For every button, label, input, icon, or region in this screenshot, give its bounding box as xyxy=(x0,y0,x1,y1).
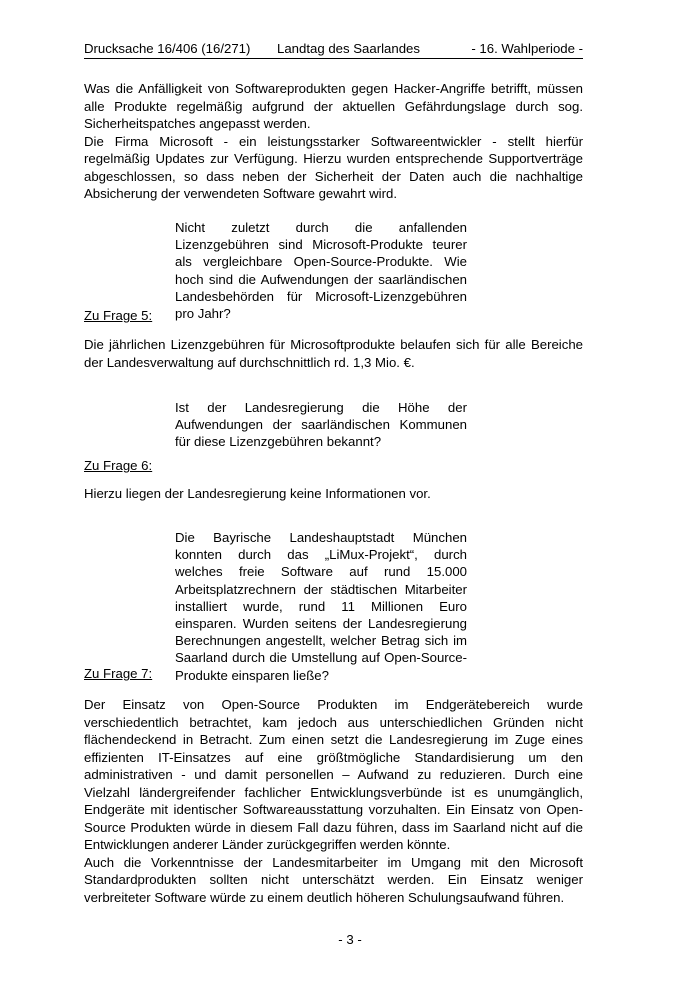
question-7: Die Bayrische Landeshauptstadt München konnten durch das „LiMux-Projekt“, durch welches freie Software auf rund 15.000 Arbeitsplatzrechnern der städtischen Mitarbeiter installiert wurde, rund 11 Millionen Euro einsparen. Wurden seitens der Landesregierung Berechnungen angestellt, welcher Betrag sich im Saarland durch die Umstellung auf Open-Source-Produkte einsparen ließe? xyxy=(175,530,467,683)
answer-7-paragraph: Auch die Vorkenntnisse der Landesmitarbeiter im Umgang mit den Microsoft Standardprodukten sollten nicht unterschätzt werden. Ein Einsatz weniger verbreiteter Software würde zu einem deutlich höheren Schulungsaufwand führen. xyxy=(84,854,583,905)
intro-paragraph: Was die Anfälligkeit von Softwareprodukten gegen Hacker-Angriffe betrifft, müssen alle Produkte regelmäßig aufgrund der aktuellen Gefährdungslage durch sog. Sicherheitspatches angepasst werden. xyxy=(84,81,583,131)
page-header xyxy=(84,36,583,59)
answer-6 xyxy=(84,485,583,503)
heading-answer-6: Zu Frage 6: xyxy=(84,458,153,473)
answer-6-text: Hierzu liegen der Landesregierung keine Informationen vor. xyxy=(84,486,431,501)
intro-paragraph: Die Firma Microsoft - ein leistungsstarker Softwareentwickler - stellt hierfür regelmäßig Updates zur Verfügung. Hierzu wurden entsprechende Supportverträge abgeschlossen, so dass neben der Sicherheit der Daten auch die nachhaltige Absicherung der verwendeten Software gewahrt wird. xyxy=(84,133,583,201)
heading-answer-5: Zu Frage 5: xyxy=(84,308,153,323)
answer-5-text: Die jährlichen Lizenzgebühren für Microsoftprodukte belaufen sich für alle Bereiche der Landesverwaltung auf durchschnittlich rd. 1,3 Mio. €. xyxy=(84,337,583,370)
header-parliament: Landtag des Saarlandes xyxy=(277,41,420,56)
intro-section xyxy=(84,80,583,203)
header-document-number: Drucksache 16/406 (16/271) xyxy=(84,41,251,56)
answer-7-paragraph: Der Einsatz von Open-Source Produkten im Endgerätebereich wurde verschiedentlich betrachtet, kam jedoch aus unterschiedlichen Gründen nicht flächendeckend in Betracht. Zum einen setzt die Landesregierung im Zuge eines effizienten IT-Einsatzes auf eine größtmögliche Standardisierung um den administrativen - und damit personellen – Aufwand zu reduzieren. Durch eine Vielzahl ländergreifender fachlicher Entwicklungsverbünde ist es unumgänglich, Endgeräte mit identischer Softwareausstattung vorzuhalten. Ein Einsatz von Open-Source Produkten würde in diesem Fall dazu führen, dass im Saarland nicht auf die Entwicklungen anderer Länder zurückgegriffen werden könnte. xyxy=(84,697,583,852)
answer-7 xyxy=(84,696,583,906)
answer-5 xyxy=(84,336,583,371)
question-6: Ist der Landesregierung die Höhe der Aufwendungen der saarländischen Kommunen für diese Lizenzgebühren bekannt? xyxy=(175,400,467,450)
page-number: - 3 - xyxy=(338,932,362,947)
heading-answer-7: Zu Frage 7: xyxy=(84,666,153,681)
question-5: Nicht zuletzt durch die anfallenden Lizenzgebühren sind Microsoft-Produkte teurer als vergleichbare Open-Source-Produkte. Wie hoch sind die Aufwendungen der saarländischen Landesbehörden für Microsoft-Lizenzgebühren pro Jahr? xyxy=(175,220,467,322)
header-legislative-period: - 16. Wahlperiode - xyxy=(471,41,583,56)
